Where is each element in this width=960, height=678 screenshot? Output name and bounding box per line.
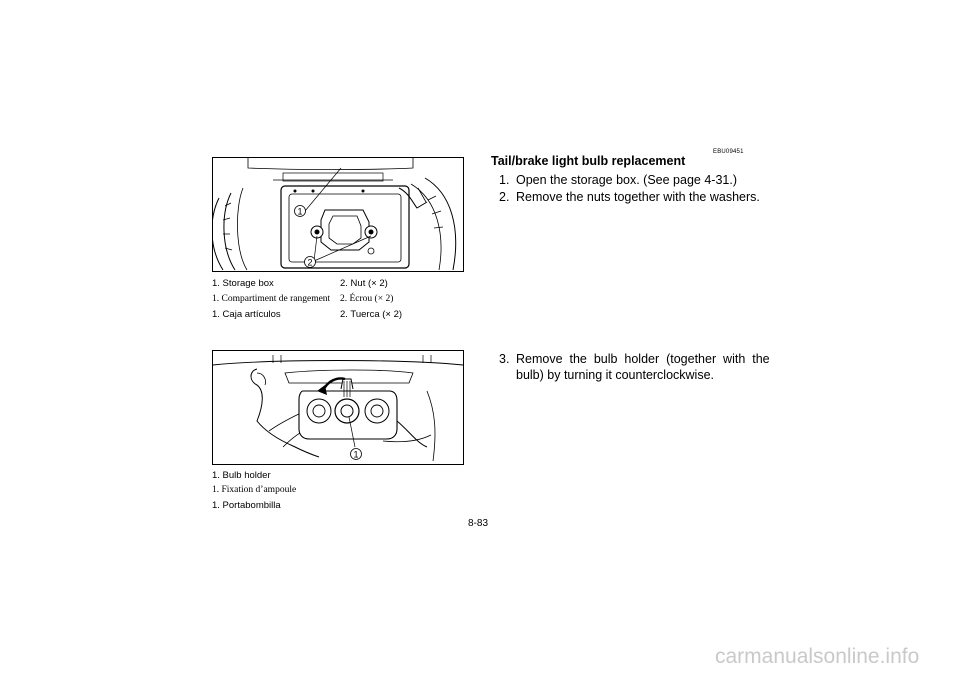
section-code: EBU09451: [713, 149, 744, 155]
caption-es: 1. Portabombilla: [212, 500, 281, 511]
caption-fr-left: 1. Compartiment de rangement: [212, 294, 331, 304]
caption-fr-right: 2. Écrou (× 2): [340, 294, 394, 304]
page-number: 8-83: [468, 518, 489, 529]
step-number: 2.: [499, 190, 510, 204]
callout-1: 1: [297, 206, 303, 217]
storage-box-figure: [212, 157, 464, 272]
caption-en-left: 1. Storage box: [212, 278, 274, 289]
step-text-line-2: bulb) by turning it counterclockwise.: [516, 368, 715, 382]
step-number: 3.: [499, 352, 510, 366]
step-2: [499, 189, 759, 205]
caption-en: 1. Bulb holder: [212, 470, 271, 481]
bulb-holder-illustration: [213, 351, 463, 464]
caption-es-left: 1. Caja artículos: [212, 309, 281, 320]
storage-box-illustration: [213, 158, 463, 271]
step-number: 1.: [499, 173, 510, 187]
step-3: [499, 351, 770, 385]
caption-es-right: 2. Tuerca (× 2): [340, 309, 403, 320]
caption-en-right: 2. Nut (× 2): [340, 278, 388, 289]
watermark: carmanualsonline.info: [715, 645, 920, 668]
step-text: Remove the nuts together with the washers.: [516, 190, 760, 204]
section-heading: Tail/brake light bulb replacement: [491, 154, 686, 168]
step-1: [499, 172, 759, 188]
step-text: Open the storage box. (See page 4-31.): [516, 173, 737, 187]
caption-fr: 1. Fixation d’ampoule: [212, 485, 297, 495]
callout-1: 1: [353, 449, 359, 460]
callout-2: 2: [307, 257, 313, 268]
bulb-holder-figure: [212, 350, 464, 465]
step-text-line-1: Remove the bulb holder (together with the: [516, 352, 770, 366]
